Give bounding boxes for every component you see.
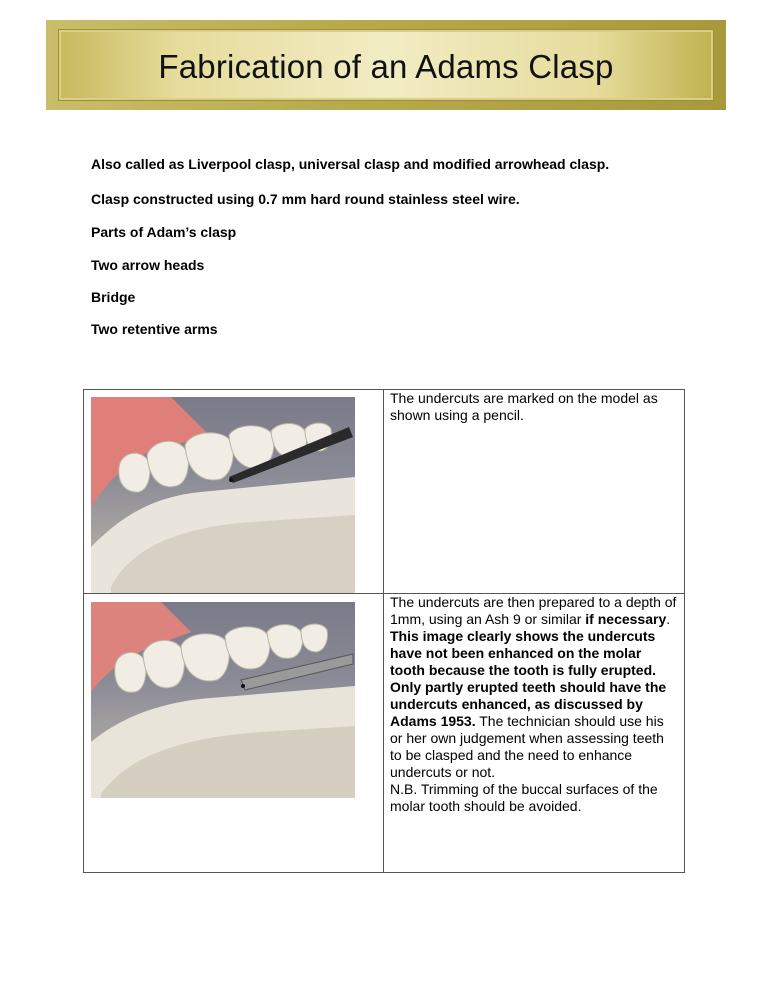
intro-line-arrow-heads: Two arrow heads [91, 257, 205, 273]
step-1-text: The undercuts are marked on the model as shown using a pencil. [390, 390, 658, 423]
step-2-text-part: The technician should use his or her own judgement when assessing teeth to be clasped and the need to enhance undercuts or not. [390, 713, 664, 780]
step-2-emphasis: This image clearly shows the undercuts have not been enhanced on the molar tooth because the tooth is fully erupted. Only partly erupted teeth should have the undercuts enhanced, as discussed by Adams 1953. [390, 628, 667, 729]
intro-line-retentive-arms: Two retentive arms [91, 321, 218, 337]
photo-undercut-preparing [91, 602, 355, 798]
step-text-cell [384, 390, 685, 594]
intro-line-aliases: Also called as Liverpool clasp, universal clasp and modified arrowhead clasp. [91, 156, 610, 172]
intro-line-wire: Clasp constructed using 0.7 mm hard round stainless steel wire. [91, 191, 520, 207]
step-2-text-part: . [666, 611, 671, 627]
dental-model-illustration [91, 602, 355, 798]
step-2-note: N.B. Trimming of the buccal surfaces of the molar tooth should be avoided. [390, 781, 658, 814]
intro-line-parts-heading: Parts of Adam’s clasp [91, 224, 237, 240]
steps-table [83, 389, 685, 873]
title-banner [46, 20, 726, 110]
table-row [84, 390, 685, 594]
image-cell [84, 390, 384, 594]
dental-model-illustration [91, 397, 355, 593]
step-2-emphasis: if necessary [585, 611, 667, 627]
image-cell [84, 594, 384, 873]
step-text-cell [384, 594, 685, 873]
step-2-text-part: The undercuts are then prepared to a depth of 1mm, using an Ash 9 or similar [390, 594, 677, 627]
table-row [84, 594, 685, 873]
undercut-mark [241, 684, 245, 688]
intro-line-bridge: Bridge [91, 289, 136, 305]
page-title: Fabrication of an Adams Clasp [158, 48, 614, 85]
title-banner-panel [58, 29, 714, 101]
step-2-text [390, 594, 678, 781]
photo-undercut-marking [91, 397, 355, 593]
undercut-mark [229, 478, 233, 482]
